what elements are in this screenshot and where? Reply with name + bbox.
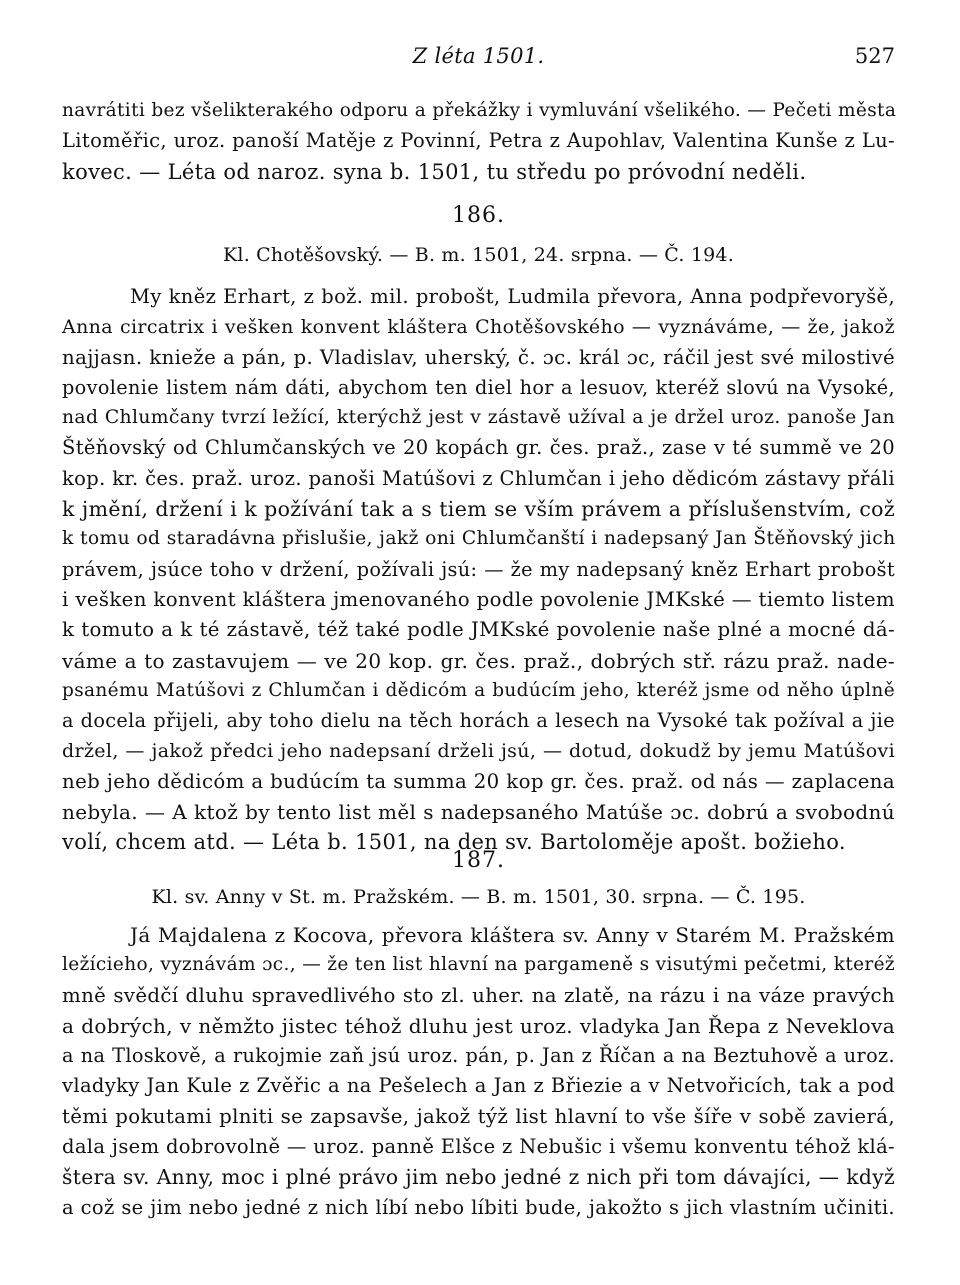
text-line: My kněz Erhart, z bož. mil. probošt, Ludmila převora, Anna podpřevoryšě, [130, 285, 895, 308]
text-line: neb jeho dědicóm a budúcím ta summa 20 kop gr. čes. praž. od nás — zaplacena [62, 769, 895, 793]
text-line: dala jsem dobrovolně — uroz. panně Elšce z Nebušic i všemu konventu téhož klá- [62, 1135, 895, 1159]
text-line: právem, jsúce toho v držení, požívali jsú: — že my nadepsaný kněz Erhart probošt [62, 557, 895, 581]
text-line: a což se jim nebo jedné z nich líbí nebo líbiti bude, jakožto s jich vlastním učiniti. [62, 1195, 895, 1219]
text-line: a docela přijeli, aby toho dielu na těch horách a lesech na Vysoké tak požíval a jie [62, 709, 895, 733]
text-line: vladyky Jan Kule z Zvěřic a na Pešelech a Jan z Břiezie a v Netvořicích, tak a pod [62, 1074, 895, 1098]
text-line: navrátiti bez všelikterakého odporu a překážky i vymluvání všelikého. — Pečeti města [62, 100, 897, 121]
text-line: nad Chlumčany tvrzí ležící, kterýchž jest v zástavě užíval a je držel uroz. panoše Jan [62, 407, 895, 429]
page-header [62, 44, 895, 80]
text-line: k tomuto a k té zástavě, též také podle JMKské povolenie naše plné a mocné dá- [62, 618, 895, 642]
text-line: kop. kr. čes. praž. uroz. panoši Matúšovi z Chlumčan i jeho dědicóm zástavy přáli [62, 466, 895, 490]
text-line: váme a to zastavujem — ve 20 kop. gr. čes. praž., dobrých stř. rázu praž. nade- [62, 648, 895, 673]
text-line: nebyla. — A ktož by tento list měl s nadepsaného Matúše ɔc. dobrú a svobodnú [62, 800, 895, 825]
text-line: kovec. — Léta od naroz. syna b. 1501, tu středu po próvodní neděli. [62, 159, 807, 184]
running-title: Z léta 1501. [412, 44, 545, 68]
text-line: volí, chcem atd. — Léta b. 1501, na den sv. Bartoloměje apošt. božieho. [62, 830, 846, 855]
text-line: k tomu od staradávna přislušie, jakž oni Chlumčanští i nadepsaný Jan Štěňovský jich [62, 528, 896, 550]
document-body [62, 920, 895, 1223]
page-number: 527 [854, 44, 895, 68]
text-line: i vešken konvent kláštera jmenovaného podle povolenie JMKské — tiemto listem [62, 587, 895, 611]
document-body [62, 282, 895, 858]
text-line: psanému Matúšovi z Chlumčan i dědicóm a budúcím jeho, kteréž jsme od něho úplně [62, 679, 895, 701]
document-number: 186. [452, 203, 505, 228]
text-line: a dobrých, v němžto jistec téhož dluhu jest uroz. vladyka Jan Řepa z Neveklova [62, 1013, 895, 1038]
text-line: Litoměřic, uroz. panoší Matěje z Povinní, Petra z Aupohlav, Valentina Kunše z Lu- [62, 129, 895, 153]
text-line: Štěňovský od Chlumčanských ve 20 kopách gr. čes. praž., zase v té summě ve 20 [62, 436, 895, 460]
text-line: ležícieho, vyznávám ɔc., — že ten list hlavní na pargameně s visutými pečetmi, kteréž [62, 954, 895, 976]
text-line: mně svědčí dluhu spravedlivého sto zl. uher. na zlatě, na rázu i na váze pravých [62, 983, 895, 1007]
text-line: k jmění, držení i k požívání tak a s tiem se vším právem a příslušenstvím, což [62, 497, 895, 522]
document-regest: Kl. Chotěšovský. — B. m. 1501, 24. srpna. — Č. 194. [223, 244, 734, 266]
text-line: držel, — jakož předci jeho nadepsaní drželi jsú, — dotud, dokudž by jemu Matúšovi [62, 740, 895, 763]
text-line: povolenie listem nám dáti, abychom ten diel hor a lesuov, kteréž slovú na Vysoké, [62, 375, 895, 399]
document-number: 187. [452, 848, 505, 873]
text-line: najjasn. knieže a pán, p. Vladislav, uherský, č. ɔc. král ɔc, ráčil jest své milostivé [62, 345, 895, 369]
text-line: Anna circatrix i vešken konvent kláštera Chotěšovského — vyznáváme, — že, jakož [62, 316, 895, 339]
continuation-paragraph [62, 96, 895, 187]
text-line: štera sv. Anny, moc i plné právo jim nebo jedné z nich při tom dávajíci, — když [62, 1165, 895, 1190]
text-line: Já Majdalena z Kocova, převora kláštera sv. Anny v Starém M. Pražském [130, 923, 895, 947]
text-line: a na Tloskově, a rukojmie zaň jsú uroz. pán, p. Jan z Říčan a na Beztuhově a uroz. [62, 1044, 895, 1068]
text-line: těmi pokutami plniti se zapsavše, jakož týž list hlavní to vše šíře v sobě zavierá, [62, 1104, 895, 1128]
document-regest: Kl. sv. Anny v St. m. Pražském. — B. m. 1501, 30. srpna. — Č. 195. [151, 886, 806, 908]
